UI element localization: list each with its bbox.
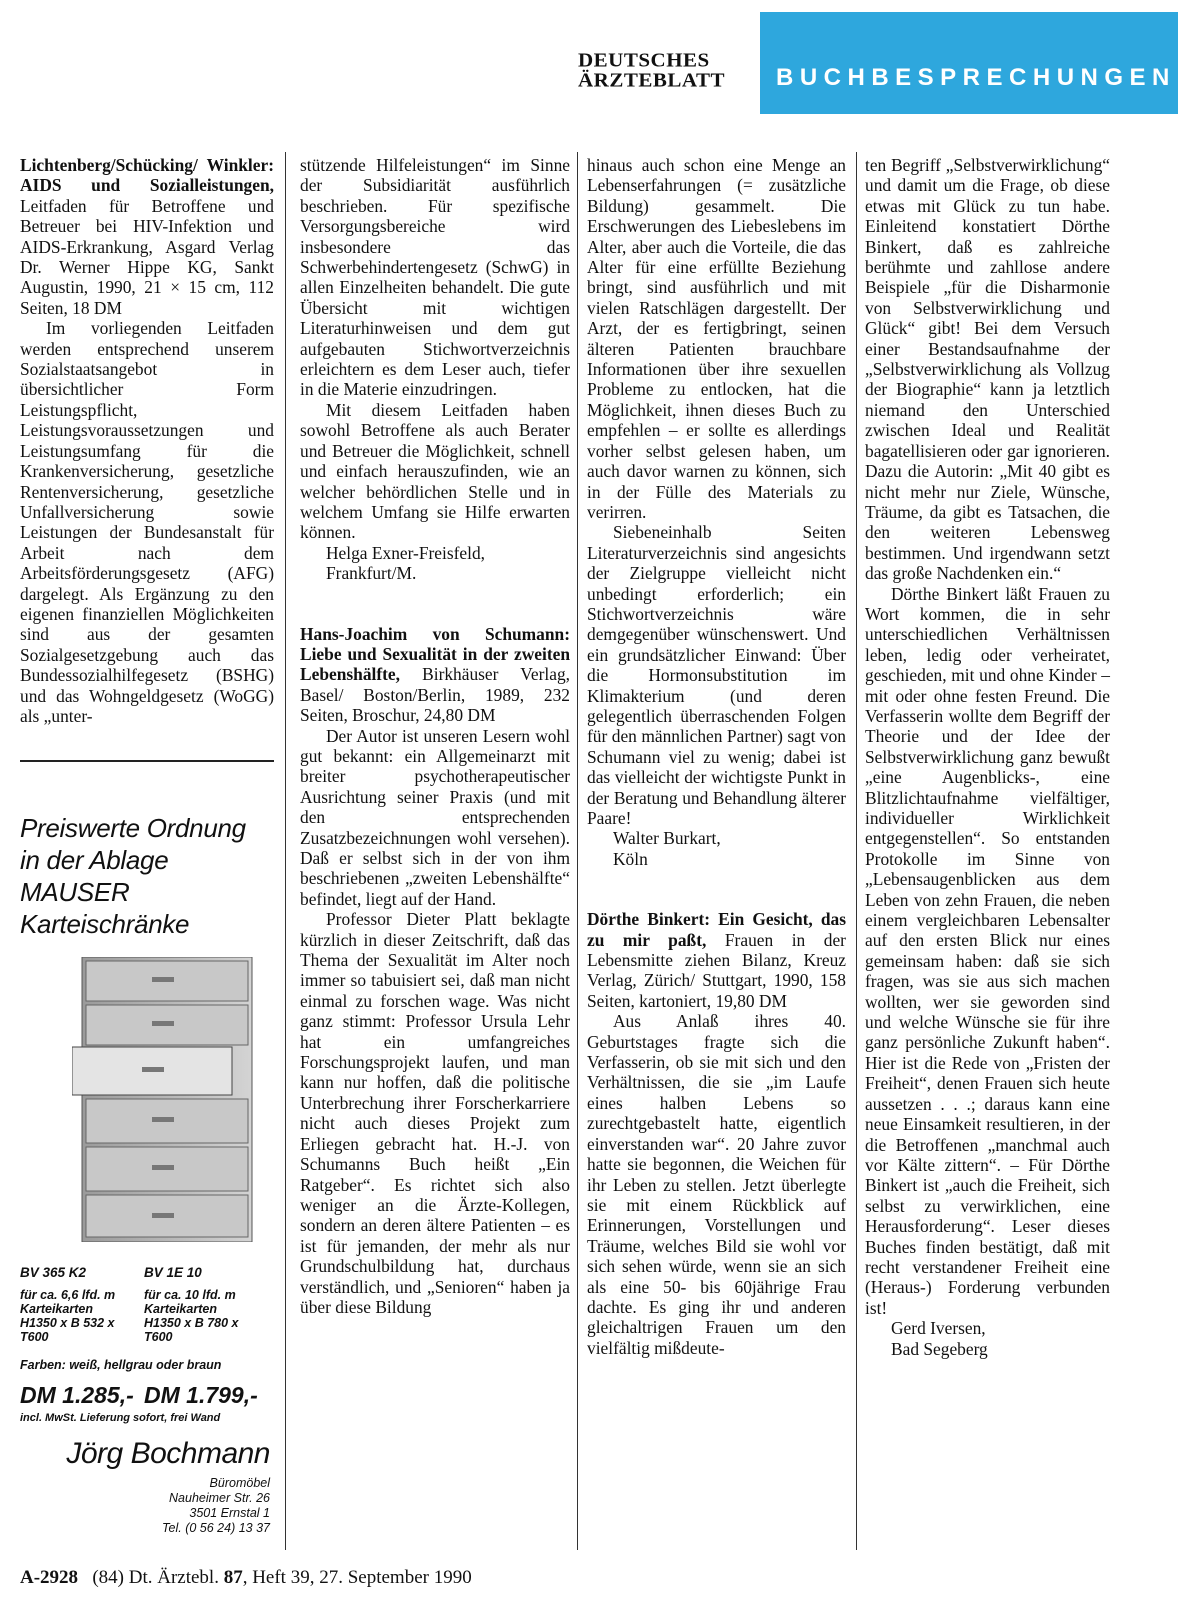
review-2-paragraph-3: Professor Dieter Platt beklagte kürzlich in dieser Zeitschrift, daß das Thema der Sexualität im Alter noch immer so tabuisiert sei, daß man nicht einmal zu forschen wage. Was nicht ganz stimmt: Professor Ursula Lehr hat ein umfangreiches Forschungsprojekt laufen, und man kann nur hoffen, daß die politische Unterbrechung ihrer Forscherkarriere nicht auch dieses Projekt zum Erliegen gebracht hat. H.-J. von Schumanns Buch heißt „Ein Ratgeber“. Es richtet sich also weniger an die Ärzte-Kollegen, sondern an deren ältere Patienten – es ist für jemanden, der mehr als nur Grundschulbildung hat, durchaus verständlich, und „Senioren“ haben ja über diese Bildung: [300, 909, 570, 1317]
review-1-continuation: stützende Hilfeleistungen“ im Sinne der Subsidiarität ausführlich beschrieben. Für spezifische Versorgungsbereiche wird insbesondere das Schwerbehindertengesetz (SchwG) in allen Einzelheiten behandelt. Die gute Übersicht mit wichtigen Literaturhinweisen und dem gut aufgebauten Stichwortverzeichnis erleichtern es dem Leser auch, tiefer in die Materie einzudringen.: [300, 155, 570, 400]
column-divider: [856, 152, 857, 1550]
model-1-spec-4: T600: [20, 1330, 49, 1344]
column-divider-horizontal: [20, 760, 274, 762]
price-2: DM 1.799,-: [144, 1382, 258, 1408]
model-2-spec-1: für ca. 10 lfd. m: [144, 1288, 236, 1302]
price-1: DM 1.285,-: [20, 1382, 134, 1408]
model-2-spec-3: H1350 x B 780 x: [144, 1316, 239, 1330]
model-2-spec-2: Karteikarten: [144, 1302, 217, 1316]
review-2-paragraph-5: Siebeneinhalb Seiten Literaturverzeichnis sind angesichts der Zielgruppe vielleicht nicht unbedingt erforderlich; ein Stichwortverzeichnis wäre demgegenüber wünschenswert. Und ein grundsätzlicher Einwand: Über die Hormonsubstitution im Klimakterium (und deren gelegentlich überraschenden Folgen für den männlichen Partner) sagt von Schumann viel zu wenig; dabei ist das vielleicht der wichtigste Punkt in der Beratung und Behandlung älterer Paare!: [587, 522, 846, 828]
column-3: [587, 155, 846, 1358]
page-footer: [20, 1567, 472, 1589]
column-1: [20, 155, 274, 726]
review-2-intro: [300, 624, 570, 726]
review-2-reviewer-city: Köln: [613, 848, 648, 869]
model-2-name: BV 1E 10: [144, 1265, 202, 1280]
review-3-reviewer: Gerd Iversen,: [891, 1318, 986, 1339]
ad-address-line-3: 3501 Ernstal 1: [189, 1506, 270, 1520]
ad-address-line-2: Nauheimer Str. 26: [169, 1491, 270, 1505]
ad-colors: Farben: weiß, hellgrau oder braun: [20, 1358, 222, 1372]
column-2: [300, 155, 570, 1317]
masthead-logo: [578, 50, 725, 90]
ad-fineprint: incl. MwSt. Lieferung sofort, frei Wand: [20, 1412, 221, 1424]
model-2-spec-4: T600: [144, 1330, 173, 1344]
review-3-intro: [587, 909, 846, 1011]
ad-headline-line-2: in der Ablage: [20, 845, 169, 875]
review-1-intro: [20, 155, 274, 318]
review-3-title: Dörthe Binkert: Ein Gesicht, das zu mir paßt,: [587, 909, 846, 950]
citation-prefix: (84) Dt. Ärztebl.: [92, 1567, 219, 1588]
review-2-paragraph-2: Der Autor ist unseren Lesern wohl gut bekannt: ein Allgemeinarzt mit breiter psychotherapeutischer Ausrichtung seiner Praxis (und mit den entsprechenden Zusatzbezeichnungen wohl versehen). Daß er selbst sich in der von ihm beschriebenen „zweiten Lebenshälfte“ befindet, liegt auf der Hand.: [300, 725, 570, 909]
model-1-spec-2: Karteikarten: [20, 1302, 93, 1316]
review-2-title: Hans-Joachim von Schumann: Liebe und Sexualität in der zweiten Lebenshälfte,: [300, 623, 570, 685]
ad-company: Jörg Bochmann: [66, 1437, 270, 1470]
ad-headline-line-1: Preiswerte Ordnung: [20, 813, 246, 843]
masthead-line-2: ÄRZTEBLATT: [578, 68, 725, 92]
ad-address-line-4: Tel. (0 56 24) 13 37: [162, 1521, 270, 1535]
review-1-title: Lichtenberg/Schücking/ Winkler: AIDS und Sozialleistungen,: [20, 155, 274, 196]
review-3-paragraph-4: Dörthe Binkert läßt Frauen zu Wort kommen, die in sehr unterschiedlichen Verhältnissen leben, ledig oder verheiratet, geschieden, mit und ohne Kinder – mit oder ohne festen Freund. Die Verfasserin wollte dem Begriff der Theorie und der Idee der Selbstverwirklichung ganz bewußt „eine Augenblicks-, eine Blitzlichtaufnahme vielfältiger, individueller Wirklichkeit entgegenstellen“. So entstanden Protokolle im Sinne von „Lebensaugenblicken aus dem Leben von zehn Frauen, die neben einem vergleichbaren Lebensalter auf den ersten Blick nur eines gemeinsam haben: daß sie sich fragen, was sie aus sich machen wollten, wer sie geworden sind und welche Wünsche sie für ihre ganz persönliche Zukunft haben“. Hier ist die Rede von „Fristen der Freiheit“, denen Frauen sich heute aussetzen . . .; daraus kann eine neue Einsamkeit resultieren, in der die Betroffenen „manchmal auch vor Kälte zittern“. – Für Dörthe Binkert ist „auch die Freiheit, sich selbst zu verwirklichen, eine Herausforderung“. Leser dieses Buches finden bestätigt, daß mit recht verstandener Freiheit eine (Heraus-) Forderung verbunden ist!: [865, 583, 1110, 1318]
column-4: [865, 155, 1110, 1359]
ad-address-line-1: Büromöbel: [209, 1476, 270, 1490]
model-1: [20, 1266, 115, 1344]
citation-volume: 87: [223, 1567, 243, 1588]
ad-headline-line-4: Karteischränke: [20, 909, 190, 939]
review-3-bibliography: Frauen in der Lebensmitte ziehen Bilanz, Kreuz Verlag, Zürich/ Stuttgart, 1990, 158 Seiten, kartoniert, 19,80 DM: [587, 929, 846, 1011]
model-1-spec-3: H1350 x B 532 x: [20, 1316, 115, 1330]
ad-address: [162, 1476, 270, 1536]
filing-cabinet-image: [72, 957, 262, 1242]
ad-headline-line-3: MAUSER: [20, 877, 130, 907]
review-3-reviewer-city: Bad Segeberg: [891, 1338, 988, 1359]
model-2: [144, 1266, 239, 1344]
model-1-name: BV 365 K2: [20, 1265, 87, 1280]
page-number: A-2928: [20, 1567, 79, 1588]
mauser-advertisement: [20, 812, 276, 1542]
column-divider: [285, 152, 286, 1550]
section-banner: BUCHBESPRECHUNGEN: [760, 12, 1178, 114]
model-1-spec-1: für ca. 6,6 lfd. m: [20, 1288, 116, 1302]
review-2-continuation: hinaus auch schon eine Menge an Lebenserfahrungen (= zusätzliche Bildung) gesammelt. Die Erschwerungen des Liebeslebens im Alter, aber auch die Vorteile, die das Alter für eine erfüllte Beziehung bringt, sind ausführlich und mit vielen Ratschlägen dargestellt. Der Arzt, der es fertigbringt, seinen älteren Patienten brauchbare Informationen über ihre sexuellen Probleme zu entlocken, hat die Möglichkeit, ihnen dieses Buch zu empfehlen – er sollte es allerdings vorher selbst gelesen haben, um auch davor warnen zu können, sich in der Fülle des Materials zu verirren.: [587, 155, 846, 522]
review-1-bibliography: Leitfaden für Betroffene und Betreuer bei HIV-Infektion und AIDS-Erkrankung, Asgard Verlag Dr. Werner Hippe KG, Sankt Augustin, 1990, 21 × 15 cm, 112 Seiten, 18 DM: [20, 195, 274, 318]
review-1-paragraph: Im vorliegenden Leitfaden werden entsprechend unserem Sozialstaatsangebot in übersichtlicher Form Leistungspflicht, Leistungsvoraussetzungen und Leistungsumfang für die Krankenversicherung, gesetzliche Rentenversicherung, gesetzliche Unfallversicherung sowie Leistungen der Bundesanstalt für Arbeit nach dem Arbeitsförderungsgesetz (AFG) dargelegt. Als Ergänzung zu den eigenen finanziellen Möglichkeiten sind aus der gesamten Sozialgesetzgebung auch das Bundessozialhilfegesetz (BSHG) und das Wohngeldgesetz (WoGG) als „unter-: [20, 318, 274, 726]
review-3-continuation: ten Begriff „Selbstverwirklichung“ und damit um die Frage, ob diese etwas mit Glück zu tun habe. Einleitend konstatiert Dörthe Binkert, daß es zahlreiche berühmte und zahllose andere Beispiele „für die Disharmonie von Selbstverwirklichung und Glück“ gibt! Bei dem Versuch einer Bestandsaufnahme der „Selbstverwirklichung als Vollzug der Biographie“ kann ja letztlich niemand den Unterschied zwischen Ideal und Realität bagatellisieren oder gar ignorieren. Dazu die Autorin: „Mit 40 gibt es nicht mehr nur Ziele, Wünsche, Träume, da gibt es Tatsachen, die den weiteren Lebensweg bestimmen. Und irgendwann setzt das große Nachdenken ein.“: [865, 155, 1110, 584]
masthead-line-1: DEUTSCHES: [578, 48, 710, 72]
review-3-paragraph-2: Aus Anlaß ihres 40. Geburtstages fragte sich die Verfasserin, ob sie mit sich und den Verhältnissen, die sie „im Laufe eines halben Lebens so zurechtgebastelt hatte, eigentlich einverstanden war“. 20 Jahre zuvor hatte sie begonnen, die Weichen für ihr Leben zu stellen. Jetzt überlegte sie mit einem Rückblick auf Erinnerungen, Vorstellungen und Träume, welches Bild sie wohl vor sich sehen würde, wenn sie an sich als eine 50- bis 60jährige Frau dachte. Es ging ihr und anderen gleichaltrigen Frauen um den vielfältig mißdeute-: [587, 1011, 846, 1358]
column-divider: [577, 152, 578, 1550]
review-1-paragraph-2: Mit diesem Leitfaden haben sowohl Betroffene als auch Berater und Betreuer die Möglichkeit, schnell und einfach herauszufinden, wie an welcher behördlichen Stelle und in welchem Umfang sie Hilfe erwarten können.: [300, 399, 570, 543]
review-1-reviewer: Helga Exner-Freisfeld,: [326, 542, 486, 563]
review-2-bibliography: Birkhäuser Verlag, Basel/ Boston/Berlin, 1989, 232 Seiten, Broschur, 24,80 DM: [300, 664, 570, 726]
citation-suffix: , Heft 39, 27. September 1990: [242, 1567, 472, 1588]
review-1-reviewer-city: Frankfurt/M.: [326, 563, 417, 584]
ad-headline: [20, 812, 276, 940]
review-2-reviewer: Walter Burkart,: [613, 828, 721, 849]
